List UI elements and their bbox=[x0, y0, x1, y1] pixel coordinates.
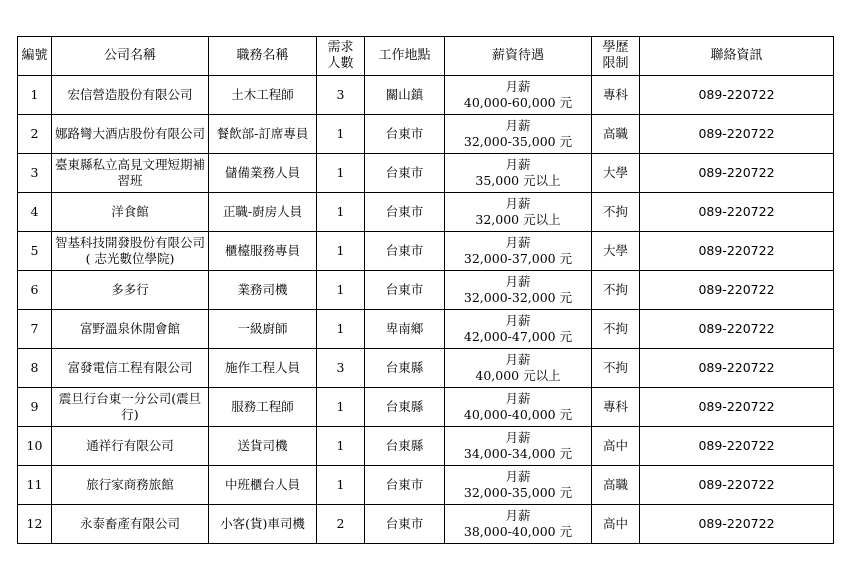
cell-location: 台東縣 bbox=[365, 427, 445, 466]
salary-label: 月薪 bbox=[505, 274, 531, 289]
cell-position: 送貨司機 bbox=[209, 427, 317, 466]
salary-label: 月薪 bbox=[505, 118, 531, 133]
cell-position: 業務司機 bbox=[209, 271, 317, 310]
salary-range: 32,000-35,000 元 bbox=[463, 134, 573, 149]
cell-contact: 089-220722 bbox=[640, 232, 834, 271]
cell-contact: 089-220722 bbox=[640, 310, 834, 349]
cell-contact: 089-220722 bbox=[640, 466, 834, 505]
cell-contact: 089-220722 bbox=[640, 505, 834, 544]
cell-position: 一級廚師 bbox=[209, 310, 317, 349]
cell-company: 震旦行台東一分公司(震旦行) bbox=[52, 388, 209, 427]
header-contact: 聯絡資訊 bbox=[640, 37, 834, 76]
cell-salary bbox=[445, 193, 592, 232]
cell-company: 通祥行有限公司 bbox=[52, 427, 209, 466]
header-count-line1: 需求 bbox=[327, 40, 354, 55]
cell-salary bbox=[445, 388, 592, 427]
salary-label: 月薪 bbox=[505, 235, 531, 250]
cell-count: 1 bbox=[317, 115, 365, 154]
cell-salary bbox=[445, 310, 592, 349]
cell-count: 1 bbox=[317, 193, 365, 232]
cell-count: 2 bbox=[317, 505, 365, 544]
cell-count: 3 bbox=[317, 349, 365, 388]
cell-no: 4 bbox=[18, 193, 52, 232]
header-salary: 薪資待遇 bbox=[445, 37, 592, 76]
salary-label: 月薪 bbox=[505, 157, 531, 172]
cell-company: 永泰畜產有限公司 bbox=[52, 505, 209, 544]
cell-salary bbox=[445, 154, 592, 193]
salary-label: 月薪 bbox=[505, 352, 531, 367]
cell-salary bbox=[445, 349, 592, 388]
cell-count: 1 bbox=[317, 154, 365, 193]
cell-education: 高中 bbox=[592, 505, 640, 544]
cell-contact: 089-220722 bbox=[640, 115, 834, 154]
cell-education: 專科 bbox=[592, 388, 640, 427]
cell-location: 台東市 bbox=[365, 271, 445, 310]
cell-company: 娜路彎大酒店股份有限公司 bbox=[52, 115, 209, 154]
cell-position: 櫃檯服務專員 bbox=[209, 232, 317, 271]
cell-location: 台東市 bbox=[365, 115, 445, 154]
cell-education: 高職 bbox=[592, 115, 640, 154]
salary-range: 40,000-40,000 元 bbox=[463, 407, 573, 422]
table-row bbox=[18, 193, 834, 232]
cell-no: 8 bbox=[18, 349, 52, 388]
cell-no: 2 bbox=[18, 115, 52, 154]
table-row bbox=[18, 232, 834, 271]
cell-count: 1 bbox=[317, 271, 365, 310]
cell-contact: 089-220722 bbox=[640, 349, 834, 388]
cell-no: 9 bbox=[18, 388, 52, 427]
salary-range: 40,000-60,000 元 bbox=[463, 95, 573, 110]
job-listings-table bbox=[17, 36, 834, 544]
header-count bbox=[317, 37, 365, 76]
cell-position: 小客(貨)車司機 bbox=[209, 505, 317, 544]
table-row bbox=[18, 154, 834, 193]
table-row bbox=[18, 349, 834, 388]
salary-label: 月薪 bbox=[505, 196, 531, 211]
header-education-line2: 限制 bbox=[602, 56, 629, 71]
cell-no: 11 bbox=[18, 466, 52, 505]
salary-range: 32,000-35,000 元 bbox=[463, 485, 573, 500]
salary-range: 32,000-32,000 元 bbox=[463, 290, 573, 305]
cell-location: 台東市 bbox=[365, 193, 445, 232]
cell-education: 高職 bbox=[592, 466, 640, 505]
salary-label: 月薪 bbox=[505, 508, 531, 523]
header-no: 編號 bbox=[18, 37, 52, 76]
salary-range: 35,000 元以上 bbox=[475, 173, 561, 188]
cell-no: 1 bbox=[18, 76, 52, 115]
cell-location: 台東市 bbox=[365, 505, 445, 544]
cell-contact: 089-220722 bbox=[640, 271, 834, 310]
cell-count: 1 bbox=[317, 466, 365, 505]
cell-salary bbox=[445, 466, 592, 505]
cell-position: 土木工程師 bbox=[209, 76, 317, 115]
table-row bbox=[18, 505, 834, 544]
table-row bbox=[18, 388, 834, 427]
header-location: 工作地點 bbox=[365, 37, 445, 76]
cell-contact: 089-220722 bbox=[640, 193, 834, 232]
salary-range: 40,000 元以上 bbox=[475, 368, 561, 383]
cell-education: 專科 bbox=[592, 76, 640, 115]
cell-location: 台東市 bbox=[365, 232, 445, 271]
header-education-line1: 學歷 bbox=[602, 40, 629, 55]
salary-label: 月薪 bbox=[505, 469, 531, 484]
salary-label: 月薪 bbox=[505, 391, 531, 406]
salary-label: 月薪 bbox=[505, 430, 531, 445]
cell-count: 1 bbox=[317, 388, 365, 427]
cell-location: 台東縣 bbox=[365, 388, 445, 427]
cell-contact: 089-220722 bbox=[640, 388, 834, 427]
cell-education: 不拘 bbox=[592, 271, 640, 310]
cell-education: 大學 bbox=[592, 232, 640, 271]
salary-range: 32,000-37,000 元 bbox=[463, 251, 573, 266]
table-row bbox=[18, 427, 834, 466]
salary-range: 38,000-40,000 元 bbox=[463, 524, 573, 539]
salary-range: 42,000-47,000 元 bbox=[463, 329, 573, 344]
cell-location: 台東縣 bbox=[365, 349, 445, 388]
salary-range: 32,000 元以上 bbox=[475, 212, 561, 227]
cell-position: 餐飲部-訂席專員 bbox=[209, 115, 317, 154]
cell-no: 12 bbox=[18, 505, 52, 544]
header-position: 職務名稱 bbox=[209, 37, 317, 76]
cell-company: 洋食館 bbox=[52, 193, 209, 232]
salary-label: 月薪 bbox=[505, 79, 531, 94]
cell-location: 卑南鄉 bbox=[365, 310, 445, 349]
header-row bbox=[18, 37, 834, 76]
cell-company: 富野溫泉休閒會館 bbox=[52, 310, 209, 349]
cell-salary bbox=[445, 76, 592, 115]
header-count-line2: 人數 bbox=[327, 56, 354, 71]
cell-company: 旅行家商務旅館 bbox=[52, 466, 209, 505]
cell-education: 不拘 bbox=[592, 193, 640, 232]
cell-no: 3 bbox=[18, 154, 52, 193]
cell-company: 富發電信工程有限公司 bbox=[52, 349, 209, 388]
salary-label: 月薪 bbox=[505, 313, 531, 328]
cell-location: 台東市 bbox=[365, 154, 445, 193]
table-row bbox=[18, 310, 834, 349]
cell-contact: 089-220722 bbox=[640, 427, 834, 466]
cell-count: 1 bbox=[317, 310, 365, 349]
cell-no: 7 bbox=[18, 310, 52, 349]
cell-position: 中班櫃台人員 bbox=[209, 466, 317, 505]
table-row bbox=[18, 76, 834, 115]
cell-education: 不拘 bbox=[592, 310, 640, 349]
cell-company: 宏信營造股份有限公司 bbox=[52, 76, 209, 115]
cell-salary bbox=[445, 271, 592, 310]
table-row bbox=[18, 466, 834, 505]
header-company: 公司名稱 bbox=[52, 37, 209, 76]
cell-location: 台東市 bbox=[365, 466, 445, 505]
cell-no: 5 bbox=[18, 232, 52, 271]
cell-salary bbox=[445, 427, 592, 466]
header-education bbox=[592, 37, 640, 76]
cell-count: 1 bbox=[317, 427, 365, 466]
cell-company: 多多行 bbox=[52, 271, 209, 310]
cell-position: 服務工程師 bbox=[209, 388, 317, 427]
cell-position: 儲備業務人員 bbox=[209, 154, 317, 193]
cell-salary bbox=[445, 505, 592, 544]
cell-count: 3 bbox=[317, 76, 365, 115]
cell-education: 高中 bbox=[592, 427, 640, 466]
cell-company: 智基科技開發股份有限公司( 志光數位學院) bbox=[52, 232, 209, 271]
cell-education: 大學 bbox=[592, 154, 640, 193]
cell-company: 臺東縣私立高見文理短期補習班 bbox=[52, 154, 209, 193]
cell-contact: 089-220722 bbox=[640, 76, 834, 115]
cell-education: 不拘 bbox=[592, 349, 640, 388]
cell-salary bbox=[445, 115, 592, 154]
cell-count: 1 bbox=[317, 232, 365, 271]
cell-location: 關山鎮 bbox=[365, 76, 445, 115]
table-row bbox=[18, 115, 834, 154]
table-row bbox=[18, 271, 834, 310]
salary-range: 34,000-34,000 元 bbox=[463, 446, 573, 461]
cell-contact: 089-220722 bbox=[640, 154, 834, 193]
cell-salary bbox=[445, 232, 592, 271]
cell-no: 10 bbox=[18, 427, 52, 466]
cell-position: 正職-廚房人員 bbox=[209, 193, 317, 232]
cell-position: 施作工程人員 bbox=[209, 349, 317, 388]
cell-no: 6 bbox=[18, 271, 52, 310]
